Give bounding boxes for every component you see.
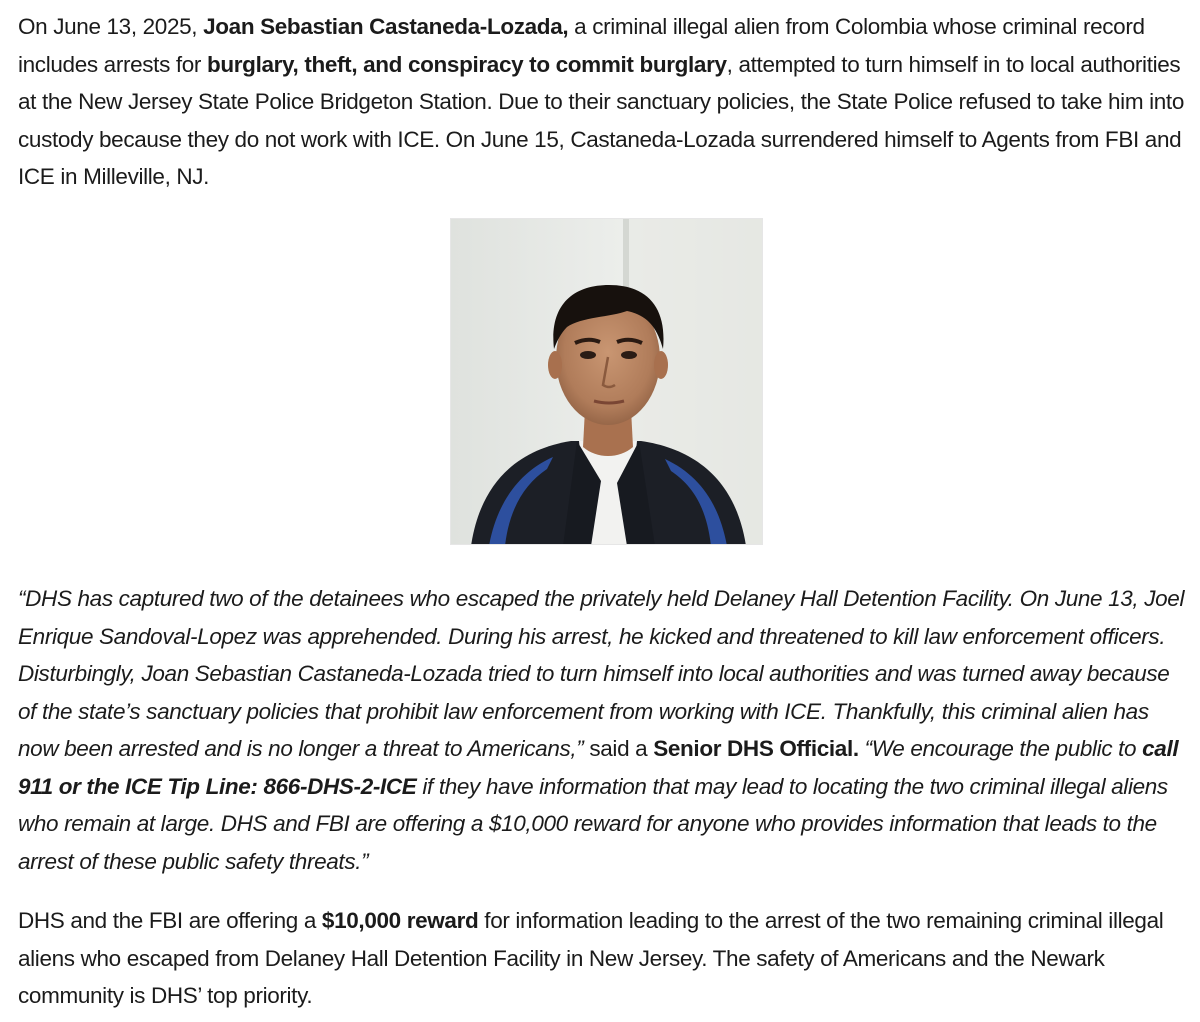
criminal-charges: burglary, theft, and conspiracy to commit burglary [206, 51, 727, 77]
reward-text-1: DHS and the FBI are offering a [18, 908, 322, 933]
tip-line: call 911 or the ICE Tip Line: 866-DHS-2-ICE [18, 736, 1179, 799]
said-a-text: said a [583, 736, 654, 761]
person-photo-icon [451, 219, 763, 545]
official-quote [18, 580, 1188, 880]
quote-text-1: “DHS has captured two of the detainees who escaped the privately held Delaney Hall Detention Facility. On June 13, Joel Enrique Sandoval-Lopez was apprehended. During his arrest, he kicked and threatened to kill law enforcement officers. Disturbingly, Joan Sebastian Castaneda-Lozada tried to turn himself into local authorities and was turned away because of the state’s sanctuary policies that prohibit law enforcement from working with ICE. Thankfully, this criminal alien has now been arrested and is no longer a threat to Americans,” [18, 586, 1185, 761]
reward-text-2: for information leading to the arrest of the two remaining criminal illegal aliens who escaped from Delaney Hall Detention Facility in New Jersey. The safety of Americans and the Newark community is DHS’ top priority. [18, 908, 1164, 1008]
quote-text-3: if they have information that may lead to locating the two criminal illegal aliens who remain at large. DHS and FBI are offering a $10,000 reward for anyone who provides information that leads to the arrest of these public safety threats.” [18, 773, 1168, 874]
reward-amount: $10,000 reward [321, 908, 479, 933]
intro-text-1: On June 13, 2025, [18, 14, 204, 39]
detainee-name: Joan Sebastian Castaneda-Lozada, [203, 14, 569, 39]
official-attribution: Senior DHS Official. [653, 736, 859, 761]
reward-paragraph [18, 902, 1184, 1015]
intro-text-3: , attempted to turn himself in to local authorities at the New Jersey State Police Bridgeton Station. Due to their sanctuary policies, the State Police refused to take him into custody because they do not work with ICE. On June 15, Castaneda-Lozada surrendered himself to Agents from FBI and ICE in Milleville, NJ. [18, 51, 1184, 189]
quote-text-2: “We encourage the public to [858, 736, 1143, 761]
detainee-photo [450, 218, 763, 545]
intro-text-2: a criminal illegal alien from Colombia whose criminal record includes arrests for [18, 14, 1145, 77]
intro-paragraph [18, 8, 1184, 196]
